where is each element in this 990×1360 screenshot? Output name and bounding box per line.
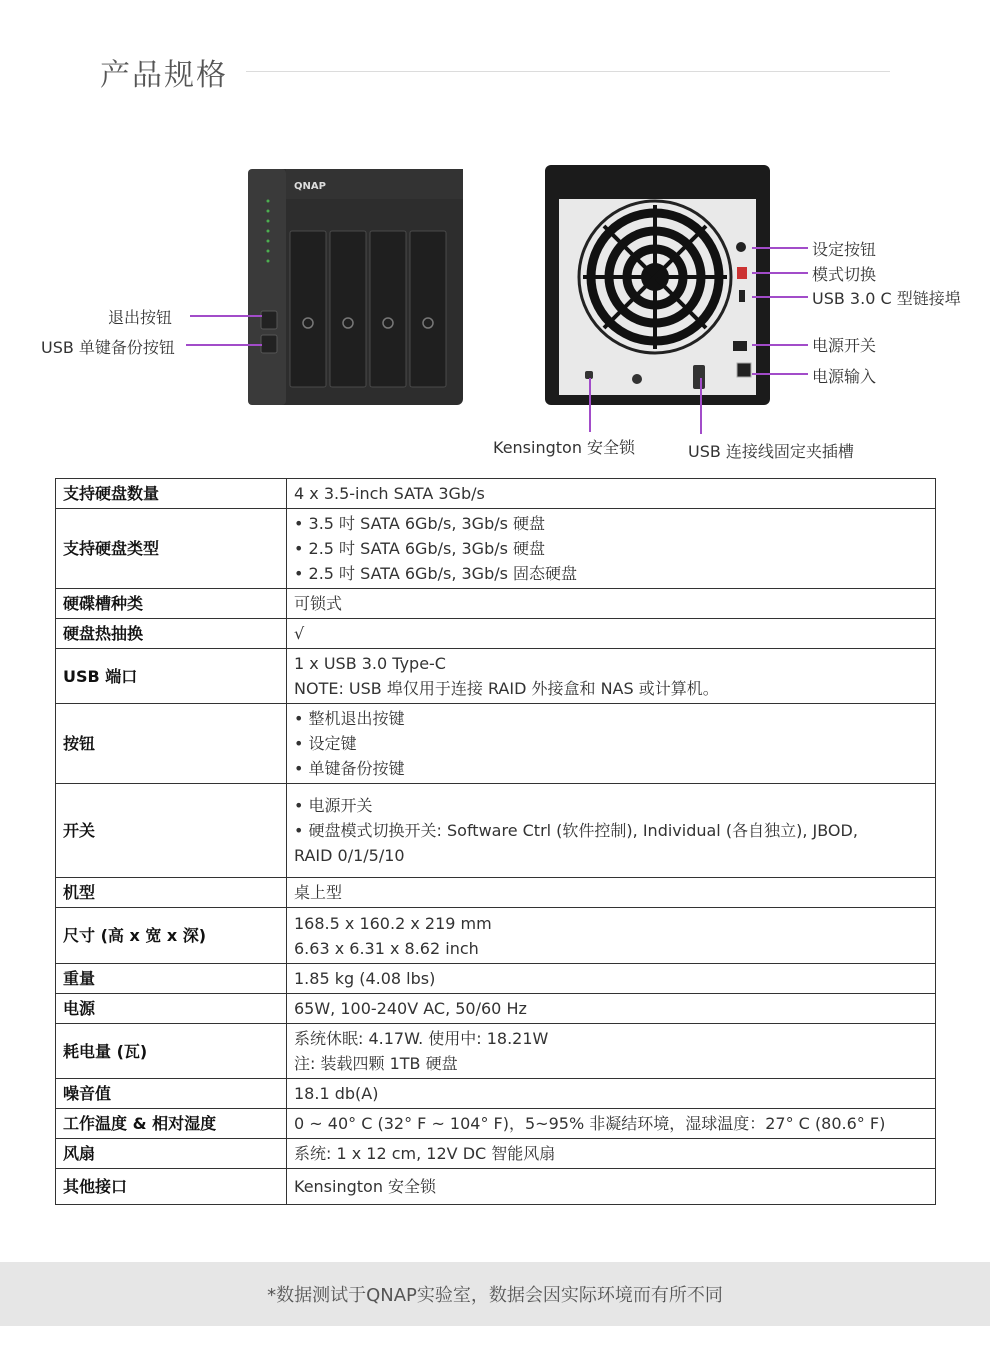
spec-value-line: • 电源开关 <box>294 796 373 815</box>
spec-value <box>287 784 936 878</box>
spec-label: 其他接口 <box>56 1169 287 1205</box>
spec-value-line: • 设定键 <box>294 734 357 753</box>
spec-value-line: 0 ~ 40° C (32° F ~ 104° F)，5~95% 非凝结环境，湿球温度：27° C (80.6° F) <box>294 1114 886 1133</box>
spec-label: 开关 <box>56 784 287 878</box>
callout-line-usb-port <box>752 296 808 298</box>
title-divider <box>246 71 890 72</box>
spec-row <box>56 1139 936 1169</box>
callout-line-eject <box>190 315 262 317</box>
spec-row <box>56 619 936 649</box>
spec-value <box>287 1079 936 1109</box>
spec-value-line: 65W, 100-240V AC, 50/60 Hz <box>294 999 527 1018</box>
spec-label: 风扇 <box>56 1139 287 1169</box>
callout-line-power-switch <box>752 344 808 346</box>
callout-usb-port: USB 3.0 C 型链接埠 <box>812 289 961 308</box>
footer-note-bar <box>0 1262 990 1326</box>
spec-value-line: 18.1 db(A) <box>294 1084 379 1103</box>
spec-value-line: 4 x 3.5-inch SATA 3Gb/s <box>294 484 485 503</box>
callout-mode-switch: 模式切换 <box>812 265 877 284</box>
spec-value-line: RAID 0/1/5/10 <box>294 846 405 865</box>
spec-value <box>287 1169 936 1205</box>
brand-logo: QNAP <box>294 181 326 192</box>
callout-line-mode <box>752 272 808 274</box>
spec-label: 支持硬盘数量 <box>56 479 287 509</box>
spec-label: 支持硬盘类型 <box>56 509 287 589</box>
spec-value <box>287 509 936 589</box>
spec-row <box>56 908 936 964</box>
spec-value <box>287 1024 936 1079</box>
callout-power-switch: 电源开关 <box>812 336 877 355</box>
spec-value <box>287 649 936 704</box>
spec-label: USB 端口 <box>56 649 287 704</box>
spec-value-line: √ <box>294 624 305 643</box>
callout-usb-backup-button: USB 单键备份按钮 <box>41 338 175 357</box>
spec-value-line: 168.5 x 160.2 x 219 mm <box>294 913 492 933</box>
callout-line-kensington <box>589 378 591 432</box>
spec-value <box>287 908 936 964</box>
spec-label: 重量 <box>56 964 287 994</box>
spec-value-line: 1 x USB 3.0 Type-C <box>294 654 446 673</box>
spec-value <box>287 704 936 784</box>
callout-line-cable-slot <box>700 378 702 434</box>
spec-value <box>287 1109 936 1139</box>
spec-label: 工作温度 & 相对湿度 <box>56 1109 287 1139</box>
spec-row <box>56 1109 936 1139</box>
spec-label: 按钮 <box>56 704 287 784</box>
spec-value-line: • 3.5 吋 SATA 6Gb/s, 3Gb/s 硬盘 <box>294 514 546 533</box>
callout-eject-button: 退出按钮 <box>108 308 173 327</box>
nas-front-image <box>248 165 463 405</box>
callout-line-power-input <box>752 373 808 375</box>
callout-kensington: Kensington 安全锁 <box>493 438 636 457</box>
spec-value <box>287 619 936 649</box>
spec-row <box>56 964 936 994</box>
spec-label: 机型 <box>56 878 287 908</box>
spec-label: 电源 <box>56 994 287 1024</box>
spec-value-line: Kensington 安全锁 <box>294 1177 437 1196</box>
callout-setup-button: 设定按钮 <box>812 240 877 259</box>
spec-value <box>287 1139 936 1169</box>
spec-value-line: • 单键备份按键 <box>294 759 405 778</box>
spec-value-line: • 硬盘模式切换开关: Software Ctrl (软件控制), Individual (各自独立), JBOD, <box>294 821 858 840</box>
spec-row <box>56 784 936 878</box>
spec-value-line: 6.63 x 6.31 x 8.62 inch <box>294 938 479 958</box>
callout-line-setup <box>752 247 808 249</box>
spec-value <box>287 878 936 908</box>
spec-value-line: 桌上型 <box>294 883 343 902</box>
spec-row <box>56 649 936 704</box>
spec-row <box>56 994 936 1024</box>
spec-label: 尺寸 (高 x 宽 x 深) <box>56 908 287 964</box>
spec-row <box>56 479 936 509</box>
spec-row <box>56 704 936 784</box>
spec-value <box>287 964 936 994</box>
spec-value-line: • 2.5 吋 SATA 6Gb/s, 3Gb/s 硬盘 <box>294 539 546 558</box>
spec-label: 硬碟槽种类 <box>56 589 287 619</box>
spec-row <box>56 1169 936 1205</box>
page-title: 产品规格 <box>100 58 228 93</box>
callout-cable-slot: USB 连接线固定夹插槽 <box>688 442 854 461</box>
spec-row <box>56 1024 936 1079</box>
spec-value-line: 1.85 kg (4.08 lbs) <box>294 969 436 988</box>
spec-label: 耗电量 (瓦) <box>56 1024 287 1079</box>
spec-row <box>56 589 936 619</box>
spec-label: 噪音值 <box>56 1079 287 1109</box>
spec-label: 硬盘热抽换 <box>56 619 287 649</box>
spec-value <box>287 994 936 1024</box>
spec-value-line: 可锁式 <box>294 594 343 613</box>
spec-row <box>56 509 936 589</box>
spec-value-line: 注: 装载四颗 1TB 硬盘 <box>294 1054 458 1073</box>
callout-line-usb-backup <box>186 344 262 346</box>
callout-power-input: 电源输入 <box>812 367 877 386</box>
footer-note: *数据测试于QNAP实验室，数据会因实际环境而有所不同 <box>267 1285 723 1306</box>
spec-value-line: 系统: 1 x 12 cm, 12V DC 智能风扇 <box>294 1144 556 1163</box>
nas-back-image <box>545 165 770 405</box>
spec-value-line: 系统休眠: 4.17W. 使用中: 18.21W <box>294 1029 549 1048</box>
spec-value <box>287 479 936 509</box>
spec-value-line: • 整机退出按键 <box>294 709 405 728</box>
spec-value-line: NOTE: USB 埠仅用于连接 RAID 外接盒和 NAS 或计算机。 <box>294 679 719 698</box>
spec-row <box>56 1079 936 1109</box>
spec-row <box>56 878 936 908</box>
spec-value <box>287 589 936 619</box>
spec-value-line: • 2.5 吋 SATA 6Gb/s, 3Gb/s 固态硬盘 <box>294 564 578 583</box>
spec-table <box>55 478 936 1205</box>
